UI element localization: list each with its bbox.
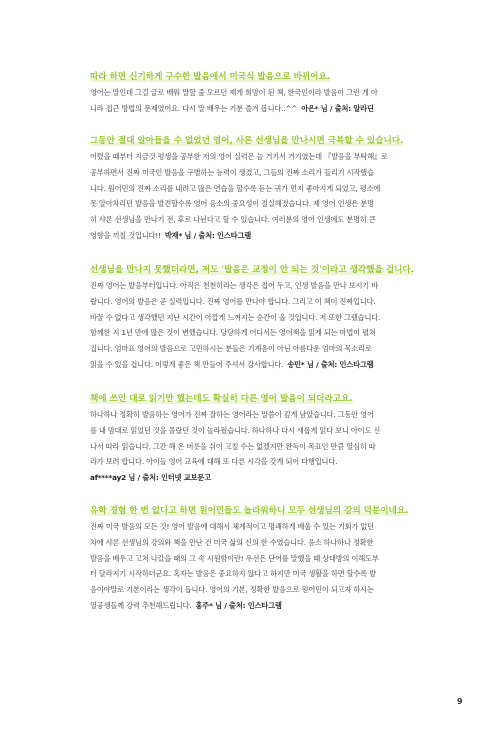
review-line-text: 니라 접근 방법의 문제였어요. 다시 말 배우는 기분 즐겨 봅니다..^^ bbox=[90, 103, 298, 113]
review-line: 랍니다. 영어의 발음은 곧 실력입니다. 진짜 영어를 만나야 합니다. 그리고 이 책이 진짜입니다. bbox=[90, 296, 376, 306]
review-headline bbox=[90, 264, 414, 276]
review-headline-text: 선생님을 만나지 못했더라면, 저도 '발음은 교정이 안 되는 것'이라고 생각했을 겁니다. bbox=[90, 265, 414, 275]
review-1 bbox=[90, 64, 444, 117]
review-3 bbox=[90, 257, 444, 373]
review-body bbox=[90, 85, 444, 117]
review-body bbox=[90, 149, 444, 244]
review-line: 발음을 배우고 고쳐 나갔을 때의 그 속 시원함이란! 우선은 단어를 말했을 때 상대방의 이해도부 bbox=[90, 553, 379, 563]
review-source: 아은* 님 / 출처: 알라딘 bbox=[301, 103, 374, 113]
review-5 bbox=[90, 498, 444, 614]
review-line: 차에 샤론 선생님의 강의와 책을 만난 건 미국 삶의 신의 한 수였습니다. 음소 하나하나 정확한 bbox=[90, 537, 374, 547]
review-line bbox=[90, 357, 444, 373]
review-headline-text: 그동안 절대 알아들을 수 없었던 영어, 사론 선생님을 만나시면 극복할 수 있습니다. bbox=[90, 136, 404, 146]
review-source: af****ay2 님 / 출처: 인터넷 교보문고 bbox=[90, 473, 211, 483]
review-line-text: 영향을 끼칠 것입니다!! bbox=[90, 230, 161, 240]
page-number: 9 bbox=[457, 697, 463, 706]
review-line-text: 열공생들께 강력 추천해드립니다. bbox=[90, 600, 192, 610]
review-line: 니다. 원어민의 진짜 소리를 내려고 많은 연습을 할수록 듣는 귀가 먼저 좋아지게 되었고, 평소에 bbox=[90, 183, 381, 193]
review-headline bbox=[90, 135, 403, 147]
review-line: 집니다. 엄마표 영어의 발음으로 고민하시는 분들은 기계음이 아닌 아름다운 엄마의 목소리로 bbox=[90, 344, 372, 354]
review-body bbox=[90, 407, 444, 486]
review-line-text: 읽을 수 있을 겁니다. 이렇게 좋은 책 만들어 주셔서 감사합니다. bbox=[90, 359, 284, 369]
review-line: 라가 보려 합니다. 아이들 영어 교육에 대해 또 다른 시각을 갖게 되어 다행입니다. bbox=[90, 457, 338, 467]
review-headline bbox=[90, 393, 353, 405]
review-line: 히 샤론 선생님을 만나기 전, 후로 나뉜다고 할 수 있습니다. 여러분의 영어 인생에도 분명히 큰 bbox=[90, 215, 376, 225]
review-line: 나서 따라 읽습니다. 그간 해 온 버릇을 쉬이 고칠 수는 없겠지만 완독이 목표인 만큼 열심히 따 bbox=[90, 441, 376, 451]
review-line bbox=[90, 101, 444, 117]
review-line: 바꿀 수 없다고 생각했던 지난 시간이 아깝게 느껴지는 순간이 올 것입니다. 저 또한 그랬습니다. bbox=[90, 312, 381, 322]
review-source: 송민* 님 / 출처: 인스타그램 bbox=[287, 359, 374, 369]
review-headline-text: 유학 경험 한 번 없다고 하면 원어민들도 놀라워하니 모두 선생님의 강의 덕분이네요. bbox=[90, 506, 409, 516]
review-source: 홍주* 님 / 출처: 인스타그램 bbox=[195, 600, 282, 610]
review-line: 함께한 지 1년 만에 많은 것이 변했습니다. 당당하게 어디서든 영어책을 읽게 되는 마법이 펼쳐 bbox=[90, 328, 376, 338]
review-line bbox=[90, 228, 444, 244]
review-body bbox=[90, 519, 444, 614]
review-line: 공부하면서 진짜 미국인 발음을 구별하는 능력이 생겼고, 그들의 진짜 소리가 들리기 시작했습 bbox=[90, 167, 374, 177]
review-line: 음이야말로 기본이라는 생각이 듭니다. 영어의 기본, 정확한 발음으로 원어민이 되고자 하시는 bbox=[90, 585, 374, 595]
review-line: 를 내 맘대로 읽었던 것을 몰랐던 것이 놀라웠습니다. 하나하나 다시 새롭게 읽다 보니 아이도 신 bbox=[90, 425, 381, 435]
review-4 bbox=[90, 386, 444, 486]
review-line: 영어는 말인데 그걸 글로 배워 말할 줄 모르던 제게 희망이 된 책, 한국인이라 발음이 그런 게 아 bbox=[90, 88, 378, 97]
review-line: 하나하나 정확히 발음하는 영어가 진짜 잘하는 영어라는 말씀이 깊게 남았습니다. 그동안 영어 bbox=[90, 410, 374, 419]
review-source: 박재* 님 / 출처: 인스타그램 bbox=[164, 230, 252, 240]
review-line: 어렸을 때부터 지금것 평생을 공부한 저의 영어 실력은 늘 거기서 거기였는데 『발음을 부탁해』로 bbox=[90, 152, 388, 161]
review-headline-text: 책에 쓰인 대로 읽기만 했는데도 확실히 다른 영어 발음이 되더라고요. bbox=[90, 394, 353, 404]
review-headline bbox=[90, 71, 330, 83]
review-line: 못 알아차리던 발음을 발견할수록 영어 음소의 중요성이 절실해졌습니다. 제 영어 인생은 분명 bbox=[90, 199, 374, 209]
review-line: 진짜 영어는 발음부터입니다. 아직은 천천히라는 생각은 접어 두고, 인생 발음을 만나 보시기 바 bbox=[90, 281, 379, 290]
review-line: 진짜 미국 발음의 모든 것! 영어 발음에 대해서 체계적이고 명쾌하게 배울 수 있는 기회가 없던 bbox=[90, 522, 374, 531]
review-line: 터 달라지기 시작하더군요. 혹자는 발음은 중요하지 않다고 하지만 미국 생활을 하면 할수록 발 bbox=[90, 569, 376, 579]
review-body bbox=[90, 278, 444, 373]
review-line bbox=[90, 598, 444, 614]
review-2 bbox=[90, 128, 444, 244]
review-headline-text: 따라 하면 신기하게 구수한 발음에서 미국식 발음으로 바뀌어요. bbox=[90, 72, 331, 82]
review-headline bbox=[90, 505, 408, 517]
